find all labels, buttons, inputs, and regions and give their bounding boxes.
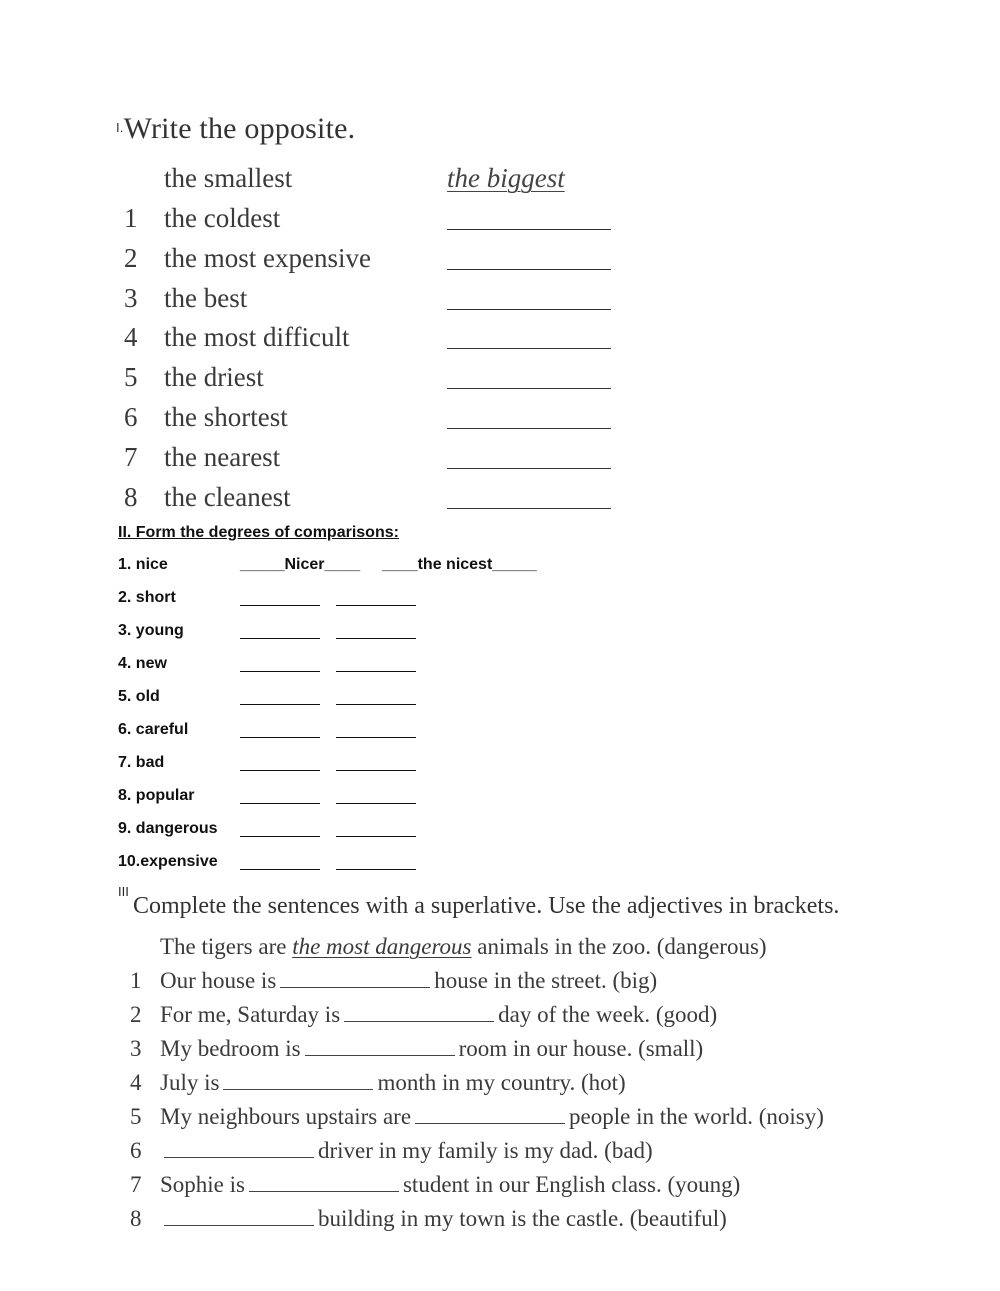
section-1-item: [124, 402, 624, 438]
section-3-title: Complete the sentences with a superlative. Use the adjectives in brackets.: [133, 893, 840, 919]
sentence-before: My neighbours upstairs are: [160, 1104, 412, 1129]
item-label: 8. popular: [118, 787, 195, 804]
section-3-number: III: [118, 884, 129, 899]
sentence-before: Our house is: [160, 968, 277, 993]
item-sentence: [160, 1002, 717, 1028]
item-number: 8: [130, 1206, 142, 1231]
section-2-title: II. Form the degrees of comparisons:: [118, 524, 399, 541]
sentence-before: My bedroom is: [160, 1036, 301, 1061]
item-number: 5: [124, 362, 138, 392]
item-sentence: [160, 1206, 727, 1232]
section-3-item: [130, 1070, 950, 1102]
answer-blank[interactable]: [447, 388, 611, 389]
sentence-after: day of the week. (good): [498, 1002, 718, 1027]
item-sentence: [160, 1070, 626, 1096]
item-number: 2: [130, 1002, 142, 1027]
section-3-item: [130, 1172, 950, 1204]
answer-blank[interactable]: [164, 1207, 314, 1226]
comparative-blank[interactable]: [240, 638, 320, 639]
section-3-item: [130, 1104, 950, 1136]
comparative-blank[interactable]: [240, 605, 320, 606]
superlative-blank[interactable]: [336, 770, 416, 771]
section-2-item: [118, 688, 578, 712]
section-2-item: [118, 787, 578, 811]
superlative-blank[interactable]: [336, 671, 416, 672]
example-answer: the most dangerous: [292, 934, 472, 959]
sentence-after: student in our English class. (young): [402, 1172, 741, 1197]
item-number: 1: [130, 968, 142, 993]
section-3-item: [130, 1138, 950, 1170]
section-2-item: [118, 655, 578, 679]
section-2-item: [118, 589, 578, 613]
item-number: 4: [124, 322, 138, 352]
item-number: 7: [124, 442, 138, 472]
example-answer: the biggest: [447, 163, 565, 193]
item-word: the cleanest: [164, 482, 291, 512]
answer-blank[interactable]: [249, 1173, 399, 1192]
example-label: 1. nice: [118, 556, 168, 573]
section-3-item: [130, 1036, 950, 1068]
section-1-item: [124, 203, 624, 239]
answer-blank[interactable]: [447, 468, 611, 469]
section-1-item: [124, 482, 624, 518]
sentence-after: people in the world. (noisy): [569, 1104, 824, 1129]
example-after: animals in the zoo. (dangerous): [471, 934, 767, 959]
item-sentence: [160, 968, 657, 994]
answer-blank[interactable]: [447, 508, 611, 509]
comparative-blank[interactable]: [240, 737, 320, 738]
comparative-blank[interactable]: [240, 671, 320, 672]
item-word: the nearest: [164, 442, 281, 472]
example-before: The tigers are: [160, 934, 293, 959]
answer-blank[interactable]: [447, 348, 611, 349]
section-1-example-row: [124, 163, 624, 199]
comparative-blank[interactable]: [240, 770, 320, 771]
item-word: the most difficult: [164, 322, 350, 352]
section-1-item: [124, 362, 624, 398]
section-2-example-row: [118, 556, 578, 580]
item-number: 6: [124, 402, 138, 432]
answer-blank[interactable]: [447, 428, 611, 429]
item-number: 4: [130, 1070, 142, 1095]
answer-blank[interactable]: [280, 969, 430, 988]
section-3-item: [130, 968, 950, 1000]
sentence-after: house in the street. (big): [434, 968, 658, 993]
item-number: 3: [124, 283, 138, 313]
answer-blank[interactable]: [223, 1071, 373, 1090]
sentence-after: month in my country. (hot): [377, 1070, 626, 1095]
item-word: the shortest: [164, 402, 288, 432]
superlative-blank[interactable]: [336, 638, 416, 639]
answer-blank[interactable]: [344, 1003, 494, 1022]
item-number: 5: [130, 1104, 142, 1129]
example-comparative: _____Nicer____: [240, 556, 361, 573]
section-3-item: [130, 1206, 950, 1238]
item-word: the coldest: [164, 203, 281, 233]
item-sentence: [160, 1036, 703, 1062]
item-label: 9. dangerous: [118, 820, 218, 837]
section-1-number: I.: [116, 120, 124, 135]
answer-blank[interactable]: [447, 229, 611, 230]
item-number: 1: [124, 203, 138, 233]
section-2-item: [118, 820, 578, 844]
sentence-after: building in my town is the castle. (beautiful): [318, 1206, 727, 1231]
section-1-item: [124, 283, 624, 319]
section-1-item: [124, 442, 624, 478]
item-number: 6: [130, 1138, 142, 1163]
item-number: 2: [124, 243, 138, 273]
comparative-blank[interactable]: [240, 869, 320, 870]
section-1-item: [124, 243, 624, 279]
superlative-blank[interactable]: [336, 704, 416, 705]
superlative-blank[interactable]: [336, 737, 416, 738]
item-label: 7. bad: [118, 754, 165, 771]
item-sentence: [160, 1104, 824, 1130]
sentence-after: driver in my family is my dad. (bad): [318, 1138, 653, 1163]
superlative-blank[interactable]: [336, 836, 416, 837]
section-2-item: [118, 721, 578, 745]
section-3-example-row: [130, 934, 950, 966]
item-label: 2. short: [118, 589, 176, 606]
example-superlative: ____the nicest_____: [382, 556, 537, 573]
section-1-title: Write the opposite.: [123, 112, 356, 145]
sentence-before: Sophie is: [160, 1172, 245, 1197]
item-label: 10.expensive: [118, 853, 218, 870]
example-sentence: [160, 934, 767, 960]
item-label: 5. old: [118, 688, 160, 705]
item-word: the best: [164, 283, 248, 313]
item-number: 8: [124, 482, 138, 512]
item-number: 3: [130, 1036, 142, 1061]
sentence-after: room in our house. (small): [458, 1036, 704, 1061]
item-word: the driest: [164, 362, 264, 392]
item-sentence: [160, 1172, 740, 1198]
item-sentence: [160, 1138, 653, 1164]
section-2-item: [118, 754, 578, 778]
item-label: 3. young: [118, 622, 184, 639]
item-label: 6. careful: [118, 721, 189, 738]
item-number: 7: [130, 1172, 142, 1197]
answer-blank[interactable]: [415, 1105, 565, 1124]
comparative-blank[interactable]: [240, 704, 320, 705]
answer-blank[interactable]: [447, 269, 611, 270]
example-word: the smallest: [164, 163, 293, 193]
answer-blank[interactable]: [447, 309, 611, 310]
sentence-before: For me, Saturday is: [160, 1002, 341, 1027]
section-1-heading: [116, 112, 355, 146]
answer-blank[interactable]: [164, 1139, 314, 1158]
comparative-blank[interactable]: [240, 836, 320, 837]
answer-blank[interactable]: [305, 1037, 455, 1056]
item-label: 4. new: [118, 655, 167, 672]
section-3-item: [130, 1002, 950, 1034]
section-2-item: [118, 622, 578, 646]
section-1-item: [124, 322, 624, 358]
superlative-blank[interactable]: [336, 803, 416, 804]
sentence-before: July is: [160, 1070, 220, 1095]
item-word: the most expensive: [164, 243, 371, 273]
superlative-blank[interactable]: [336, 869, 416, 870]
superlative-blank[interactable]: [336, 605, 416, 606]
comparative-blank[interactable]: [240, 803, 320, 804]
section-2-item: [118, 853, 578, 877]
